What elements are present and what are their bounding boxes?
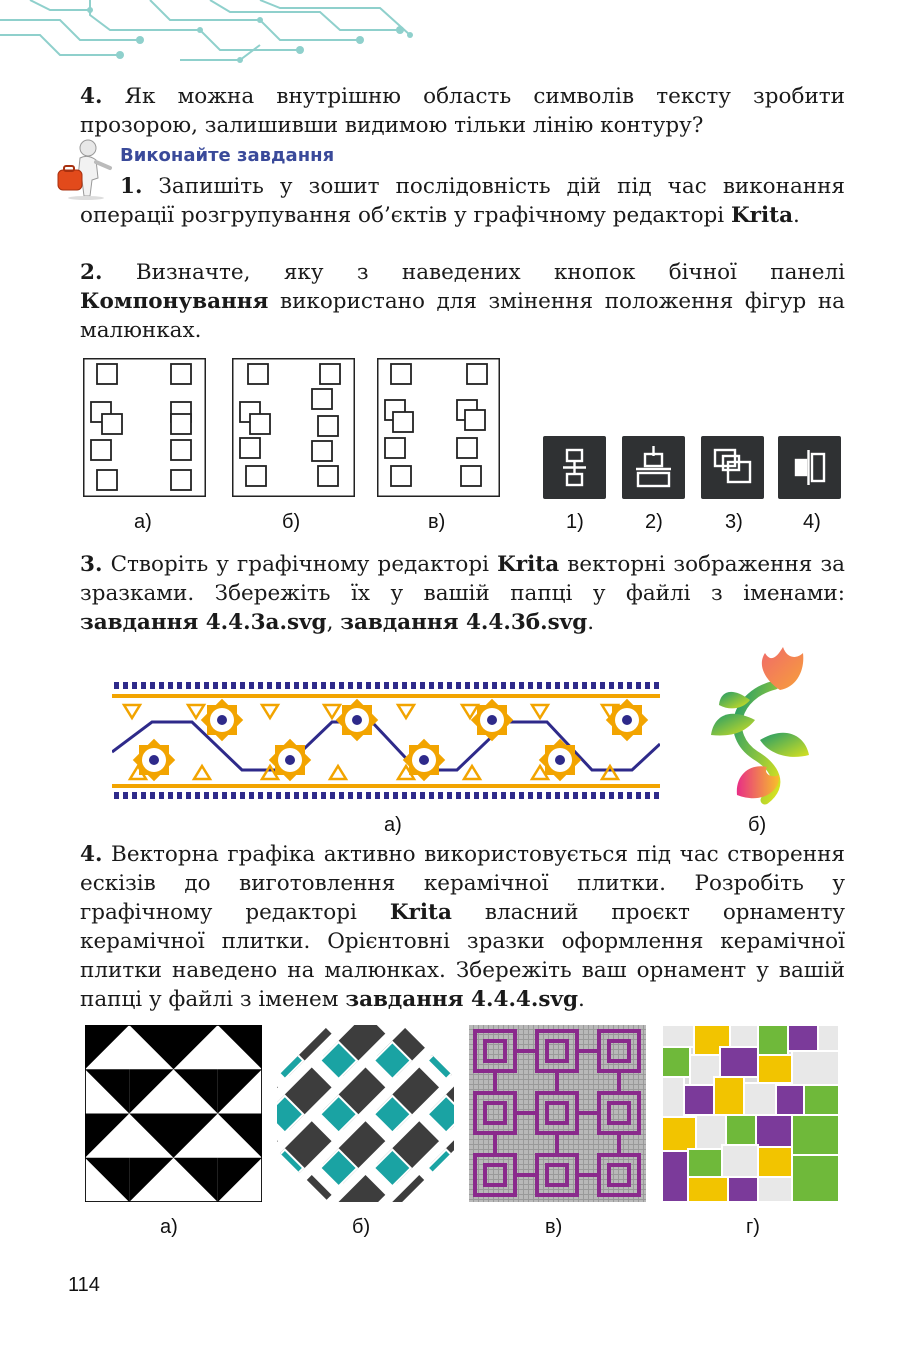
sample-caption-b: б): [748, 814, 767, 836]
ornament-star: [201, 699, 243, 741]
task-4-number: 4.: [80, 842, 103, 867]
align-middle-button[interactable]: [778, 436, 841, 499]
button-caption-4: 4): [803, 511, 821, 533]
tasks-heading: Виконайте завдання: [120, 145, 335, 166]
task-4-text-a: Векторна графіка активно використовується під час створення ескізів до виготовлення керамічної плитки. Розробіть у графічному редакторі: [80, 842, 845, 925]
button-caption-2: 2): [645, 511, 663, 533]
figure-a: [83, 358, 206, 497]
task-4-bold-b: завдання 4.4.4.svg: [345, 987, 579, 1012]
align-vertical-center-button[interactable]: [543, 436, 606, 499]
task-3-number: 3.: [80, 552, 103, 577]
task-2-text-a: Визначте, яку з наведених кнопок бічної панелі: [135, 260, 845, 285]
button-caption-1: 1): [566, 511, 584, 533]
task-3-bold-b: завдання 4.4.3а.svg: [80, 610, 327, 635]
align-middle-icon: [778, 436, 841, 499]
task-2-text-b: використано для змінення положення фігур на малюнках.: [80, 289, 845, 343]
task-3-text-b: векторні зображення за зразками. Збережіть їх у вашій папці у файлі з іменами:: [80, 552, 845, 606]
sample-caption-a: а): [384, 814, 402, 836]
task-1: [80, 172, 845, 230]
task-4-text-b: власний проєкт орнаменту керамічної плитки. Орієнтовні зразки оформлення керамічної плитки наведено на малюнках. Збережіть ваш орнамент у вашій папці у файлі з іменем: [80, 900, 845, 1012]
ornament-star: [336, 699, 378, 741]
task-3-text-c: ,: [326, 610, 341, 635]
task-4-bold-a: Krita: [389, 900, 452, 925]
button-caption-3: 3): [725, 511, 743, 533]
task-2-bold: Компонування: [80, 289, 269, 314]
overlap-arrange-icon: [701, 436, 764, 499]
task-3-text-d: .: [587, 610, 595, 635]
figure-caption-b: б): [282, 511, 301, 533]
figure-caption-c: в): [428, 511, 446, 533]
task-3-bold-a: Krita: [497, 552, 560, 577]
page-number: 114: [68, 1274, 100, 1296]
task-3-text-a: Створіть у графічному редакторі: [110, 552, 498, 577]
task-3: [80, 550, 845, 637]
task-2: [80, 258, 845, 345]
tile-caption-b: б): [352, 1216, 371, 1238]
overlap-arrange-button[interactable]: [701, 436, 764, 499]
ornament-star: [403, 739, 445, 781]
tile-caption-c: в): [545, 1216, 563, 1238]
question-4: [80, 82, 845, 140]
align-top-center-button[interactable]: [622, 436, 685, 499]
circuit-decoration: [0, 0, 430, 70]
task-4: [80, 840, 845, 1014]
figure-c: [377, 358, 500, 497]
task-1-number: 1.: [120, 174, 143, 199]
task-2-number: 2.: [80, 260, 103, 285]
question-4-number: 4.: [80, 84, 103, 109]
align-vertical-center-icon: [543, 436, 606, 499]
task-1-text: Запишіть у зошит послідовність дій під час виконання операції розгрупування об’єктів у графічному редакторі: [80, 174, 845, 228]
tile-sample-d: [662, 1025, 839, 1202]
ornament-star: [133, 739, 175, 781]
flower-sample-b: [705, 645, 813, 810]
task-1-end: .: [793, 203, 800, 228]
tile-caption-d: г): [746, 1216, 760, 1238]
figure-b: [232, 358, 355, 497]
ornament-sample-a: [112, 682, 660, 800]
task-3-bold-c: завдання 4.4.3б.svg: [340, 610, 588, 635]
tile-sample-b: [277, 1025, 454, 1202]
question-4-text: Як можна внутрішню область символів тексту зробити прозорою, залишивши видимою тільки лінію контуру?: [80, 84, 845, 138]
align-top-center-icon: [622, 436, 685, 499]
tile-sample-c: [469, 1025, 646, 1202]
task-1-bold: Krita: [731, 203, 794, 228]
tile-sample-a: [85, 1025, 262, 1202]
task-4-text-c: .: [578, 987, 585, 1012]
tile-caption-a: а): [160, 1216, 178, 1238]
figure-caption-a: а): [134, 511, 152, 533]
